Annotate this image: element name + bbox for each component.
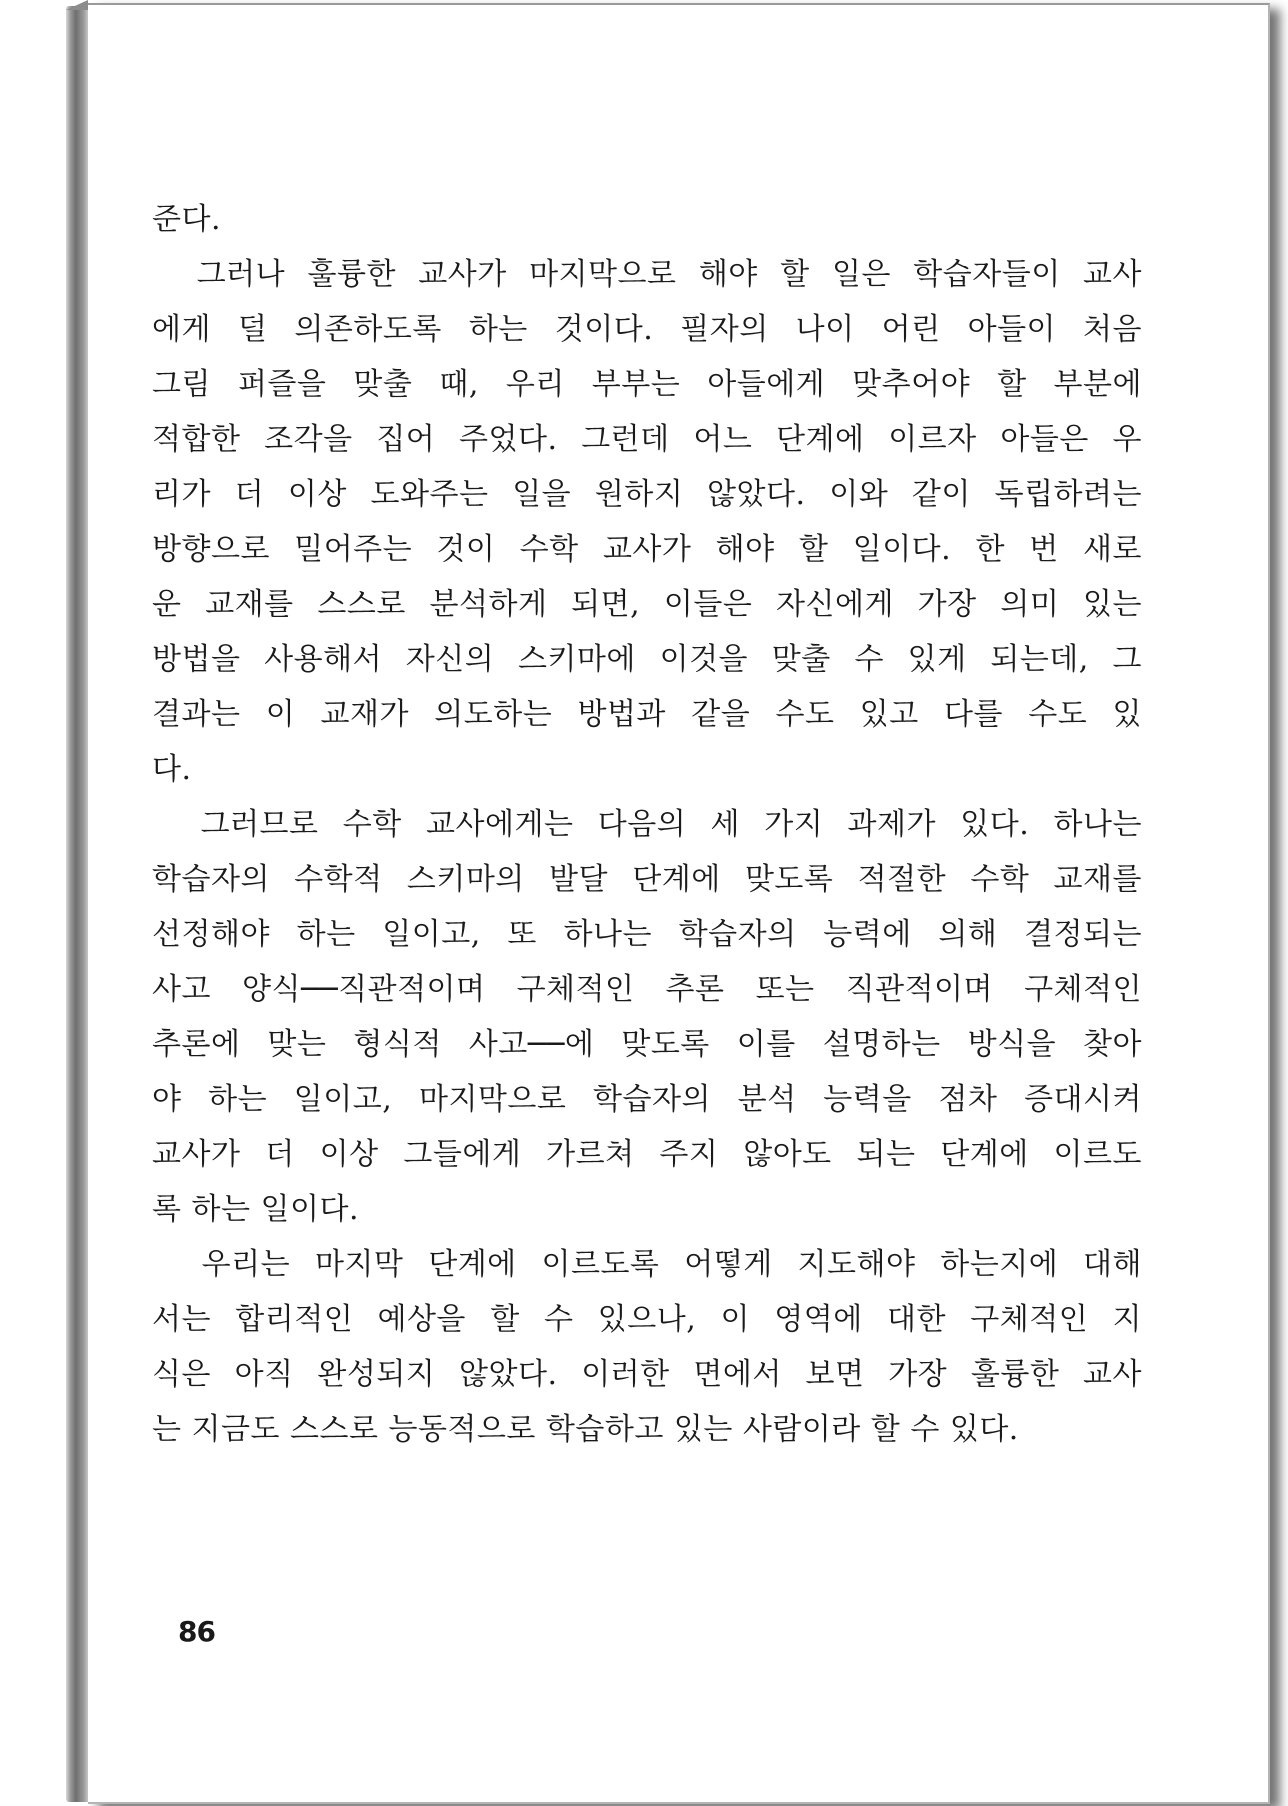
text-line: 는 지금도 스스로 능동적으로 학습하고 있는 사람이라 할 수 있다. [152,1412,1019,1447]
text-line: 그림 퍼즐을 맞출 때, 우리 부부는 아들에게 맞추어야 할 부분에 [152,367,1142,402]
text-line: 그러므로 수학 교사에게는 다음의 세 가지 과제가 있다. 하나는 [152,807,1142,842]
text-line: 사고 양식──직관적이며 구체적인 추론 또는 직관적이며 구체적인 [152,972,1142,1007]
page-number: 86 [178,1615,215,1648]
page-corner-fold [66,0,88,10]
text-line: 다. [152,752,192,787]
text-line: 적합한 조각을 집어 주었다. 그런데 어느 단계에 이르자 아들은 우 [152,422,1142,457]
page-stack-edge [66,6,88,1802]
text-line: 록 하는 일이다. [152,1192,359,1227]
text-line: 학습자의 수학적 스키마의 발달 단계에 맞도록 적절한 수학 교재를 [152,862,1142,897]
text-line: 서는 합리적인 예상을 할 수 있으나, 이 영역에 대한 구체적인 지 [152,1302,1142,1337]
text-line: 우리는 마지막 단계에 이르도록 어떻게 지도해야 하는지에 대해 [152,1247,1142,1282]
text-line: 준다. [152,202,221,237]
text-line: 결과는 이 교재가 의도하는 방법과 같을 수도 있고 다를 수도 있 [152,697,1142,732]
text-line: 방향으로 밀어주는 것이 수학 교사가 해야 할 일이다. 한 번 새로 [152,532,1142,567]
text-line: 방법을 사용해서 자신의 스키마에 이것을 맞출 수 있게 되는데, 그 [152,642,1142,677]
text-line: 운 교재를 스스로 분석하게 되면, 이들은 자신에게 가장 의미 있는 [152,587,1142,622]
text-line: 선정해야 하는 일이고, 또 하나는 학습자의 능력에 의해 결정되는 [152,917,1142,952]
text-line: 에게 덜 의존하도록 하는 것이다. 필자의 나이 어린 아들이 처음 [152,312,1142,347]
text-line: 식은 아직 완성되지 않았다. 이러한 면에서 보면 가장 훌륭한 교사 [152,1357,1142,1392]
text-line: 리가 더 이상 도와주는 일을 원하지 않았다. 이와 같이 독립하려는 [152,477,1142,512]
text-line: 그러나 훌륭한 교사가 마지막으로 해야 할 일은 학습자들이 교사 [152,257,1142,292]
text-line: 교사가 더 이상 그들에게 가르쳐 주지 않아도 되는 단계에 이르도 [152,1137,1142,1172]
text-line: 야 하는 일이고, 마지막으로 학습자의 분석 능력을 점차 증대시켜 [152,1082,1142,1117]
text-line: 추론에 맞는 형식적 사고──에 맞도록 이를 설명하는 방식을 찾아 [152,1027,1142,1062]
body-text [152,192,1142,1457]
